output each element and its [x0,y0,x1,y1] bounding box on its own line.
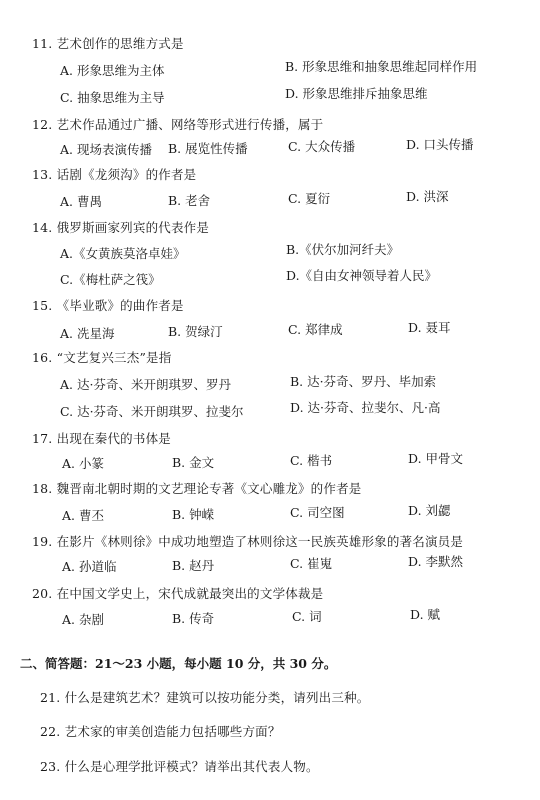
option-b: B. 钟嵘 [172,507,215,522]
option-a: A. 达·芬奇、米开朗琪罗、罗丹 [60,377,231,392]
option-a: A. 现场表演传播 [60,142,152,157]
question-text: 在中国文学史上，宋代成就最突出的文学体裁是 [56,586,324,601]
question-15 [32,298,184,314]
question-21 [40,690,369,706]
question-22 [40,724,281,740]
question-number: 20. [32,586,53,601]
option-a: A. 杂剧 [62,612,104,627]
question-text: 艺术作品通过广播、网络等形式进行传播，属于 [56,117,324,132]
question-number: 13. [32,167,53,182]
question-13 [32,167,196,183]
option-d: D. 形象思维排斥抽象思维 [285,86,428,101]
question-text: 什么是建筑艺术？建筑可以按功能分类，请列出三种。 [64,690,370,705]
question-text: 《毕业歌》的曲作者是 [56,298,184,313]
question-text: 出现在秦代的书体是 [56,431,171,446]
question-11 [32,36,184,52]
option-b: B. 老舍 [168,193,211,208]
option-b: B. 金文 [172,455,215,470]
question-text: 在影片《林则徐》中成功地塑造了林则徐这一民族英雄形象的著名演员是 [56,534,464,549]
question-number: 16. [32,350,53,365]
option-a: A. 孙道临 [62,559,117,574]
option-c: C.《梅杜萨之筏》 [60,272,161,287]
question-number: 17. [32,431,53,446]
question-number: 15. [32,298,53,313]
option-a: A. 形象思维为主体 [60,63,165,78]
option-d: D. 赋 [410,607,441,622]
question-17 [32,431,171,447]
option-c: C. 夏衍 [288,191,331,206]
question-14 [32,220,209,236]
question-text: 什么是心理学批评模式？请举出其代表人物。 [64,759,319,774]
option-d: D. 洪深 [406,189,449,204]
option-c: C. 词 [292,609,322,624]
option-c: C. 抽象思维为主导 [60,90,165,105]
question-number: 18. [32,481,53,496]
question-number: 14. [32,220,53,235]
option-b: B. 赵丹 [172,558,215,573]
question-text: 话剧《龙须沟》的作者是 [56,167,197,182]
option-b: B. 传奇 [172,611,215,626]
option-a: A. 曹丕 [62,508,104,523]
option-a: A. 小篆 [62,456,104,471]
question-text: 艺术创作的思维方式是 [56,36,184,51]
option-d: D. 聂耳 [408,320,451,335]
option-d: D. 李默然 [408,554,464,569]
option-d: D. 刘勰 [408,503,451,518]
question-text: “文艺复兴三杰”是指 [56,350,172,365]
question-text: 俄罗斯画家列宾的代表作是 [56,220,210,235]
question-19 [32,534,463,550]
question-number: 12. [32,117,53,132]
option-b: B. 达·芬奇、罗丹、毕加索 [290,374,437,389]
question-12 [32,117,323,133]
option-d: D. 达·芬奇、拉斐尔、凡·高 [290,400,441,415]
question-text: 魏晋南北朝时期的文艺理论专著《文心雕龙》的作者是 [56,481,362,496]
option-c: C. 郑律成 [288,322,343,337]
section-title: 二、简答题：21～23 小题，每小题 10 分，共 30 分。 [20,656,337,671]
option-d: D. 口头传播 [406,137,474,152]
option-c: C. 达·芬奇、米开朗琪罗、拉斐尔 [60,404,244,419]
option-a: A.《女黄族莫洛卓娃》 [60,246,186,261]
option-a: A. 冼星海 [60,326,115,341]
option-b: B. 展览性传播 [168,141,248,156]
option-c: C. 崔嵬 [290,556,333,571]
question-text: 艺术家的审美创造能力包括哪些方面？ [64,724,281,739]
option-d: D.《自由女神领导着人民》 [286,268,438,283]
option-c: C. 楷书 [290,453,333,468]
option-b: B.《伏尔加河纤夫》 [286,242,400,257]
question-16 [32,350,171,366]
question-number: 23. [40,759,61,774]
option-d: D. 甲骨文 [408,451,464,466]
option-c: C. 大众传播 [288,139,356,154]
question-18 [32,481,361,497]
question-number: 22. [40,724,61,739]
option-b: B. 贺绿汀 [168,324,223,339]
option-a: A. 曹禺 [60,194,102,209]
question-number: 21. [40,690,61,705]
option-c: C. 司空图 [290,505,345,520]
question-number: 11. [32,36,53,51]
question-23 [40,759,319,775]
question-number: 19. [32,534,53,549]
question-20 [32,586,323,602]
option-b: B. 形象思维和抽象思维起同样作用 [285,59,478,74]
